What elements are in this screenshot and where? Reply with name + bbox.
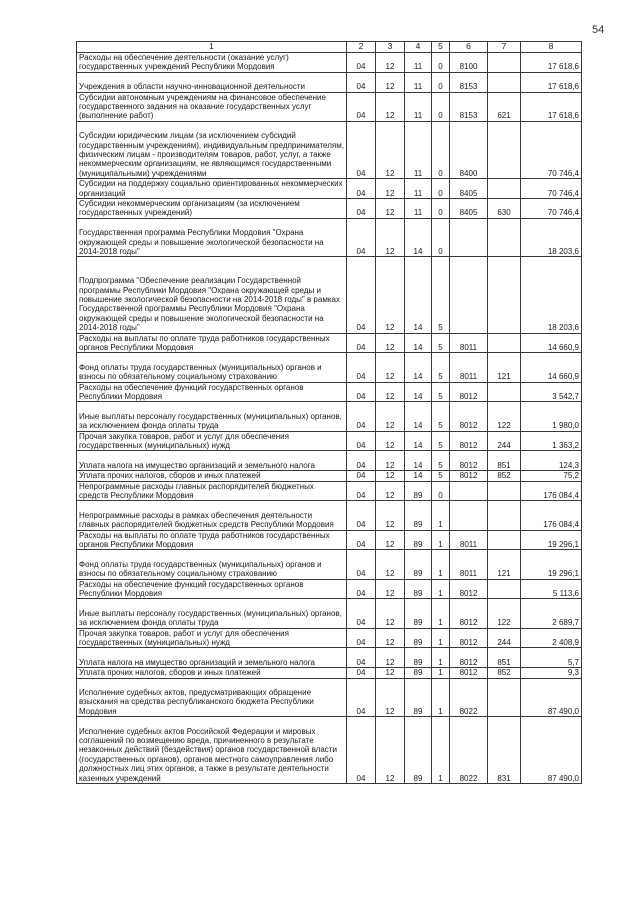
row-subprogram: 0 [432,53,450,73]
row-subsection: 12 [376,402,405,431]
row-direction: 8400 [450,121,488,178]
col-header-6: 6 [450,42,488,53]
row-subprogram: 5 [432,471,450,481]
row-program: 14 [405,382,432,402]
row-expense-type: 852 [488,471,521,481]
col-header-2: 2 [347,42,376,53]
row-amount: 87 490,0 [521,678,582,717]
row-program: 89 [405,550,432,579]
row-subsection: 12 [376,382,405,402]
row-subsection: 12 [376,257,405,333]
row-amount: 70 746,4 [521,121,582,178]
row-expense-type: 121 [488,353,521,382]
row-subprogram: 1 [432,668,450,678]
row-subprogram: 5 [432,353,450,382]
row-expense-type: 851 [488,451,521,471]
row-name: Подпрограмма "Обеспечение реализации Государственной программы Республики Мордовия "Охрана окружающей среды и повышение экологической безопасности на 2014-2018 годы" в рамках Государственной программы Республики Мордовия "Охрана окружающей среды и повышение экологической безопасности на 2014-2018 годы" [77,257,347,333]
row-program: 89 [405,481,432,501]
row-subprogram: 5 [432,257,450,333]
row-subsection: 12 [376,451,405,471]
row-amount: 14 660,9 [521,333,582,353]
row-subsection: 12 [376,668,405,678]
row-expense-type [488,179,521,199]
table-row [77,218,582,257]
row-section: 04 [347,121,376,178]
table-row [77,628,582,648]
row-name: Иные выплаты персоналу государственных (муниципальных) органов, за исключением фонда оплаты труда [77,599,347,628]
row-program: 14 [405,218,432,257]
row-program: 14 [405,402,432,431]
row-subsection: 12 [376,179,405,199]
row-name: Расходы на выплаты по оплате труда работников государственных органов Республики Мордовия [77,333,347,353]
row-section: 04 [347,333,376,353]
row-direction: 8012 [450,451,488,471]
row-subsection: 12 [376,678,405,717]
row-direction: 8012 [450,668,488,678]
row-expense-type [488,481,521,501]
col-header-5: 5 [432,42,450,53]
row-section: 04 [347,72,376,92]
row-section: 04 [347,550,376,579]
row-program: 14 [405,333,432,353]
row-direction [450,257,488,333]
row-section: 04 [347,218,376,257]
row-amount: 17 618,6 [521,92,582,121]
row-expense-type: 852 [488,668,521,678]
row-subprogram: 1 [432,550,450,579]
table-row [77,431,582,451]
row-amount: 70 746,4 [521,199,582,219]
row-name: Прочая закупка товаров, работ и услуг для обеспечения государственных (муниципальных) нужд [77,431,347,451]
row-name: Уплата налога на имущество организаций и земельного налога [77,451,347,471]
row-direction [450,501,488,530]
row-subprogram: 0 [432,179,450,199]
row-direction: 8405 [450,179,488,199]
row-subsection: 12 [376,550,405,579]
row-name: Учреждения в области научно-инновационной деятельности [77,72,347,92]
row-expense-type: 122 [488,402,521,431]
row-direction: 8012 [450,579,488,599]
row-subsection: 12 [376,648,405,668]
row-direction: 8012 [450,471,488,481]
row-expense-type [488,218,521,257]
row-direction: 8012 [450,599,488,628]
row-direction: 8011 [450,530,488,550]
row-direction: 8012 [450,402,488,431]
row-expense-type: 621 [488,92,521,121]
row-expense-type: 244 [488,628,521,648]
row-subprogram: 5 [432,431,450,451]
row-subprogram: 5 [432,451,450,471]
row-amount: 14 660,9 [521,353,582,382]
col-header-3: 3 [376,42,405,53]
row-expense-type: 851 [488,648,521,668]
row-direction: 8022 [450,678,488,717]
row-amount: 17 618,6 [521,72,582,92]
row-section: 04 [347,451,376,471]
row-section: 04 [347,353,376,382]
table-row [77,199,582,219]
row-amount: 9,3 [521,668,582,678]
page-number: 54 [592,24,605,36]
row-amount: 19 296,1 [521,530,582,550]
row-name: Государственная программа Республики Мордовия "Охрана окружающей среды и повышение экологической безопасности на 2014-2018 годы" [77,218,347,257]
row-name: Субсидии автономным учреждениям на финансовое обеспечение государственного задания на оказание государственных услуг (выполнение работ) [77,92,347,121]
row-subprogram: 0 [432,481,450,501]
row-section: 04 [347,579,376,599]
row-direction: 8405 [450,199,488,219]
table-row [77,121,582,178]
row-program: 11 [405,53,432,73]
row-program: 14 [405,471,432,481]
row-program: 89 [405,599,432,628]
row-section: 04 [347,53,376,73]
row-name: Уплата налога на имущество организаций и земельного налога [77,648,347,668]
row-name: Расходы на обеспечение функций государственных органов Республики Мордовия [77,579,347,599]
row-subsection: 12 [376,530,405,550]
row-program: 89 [405,530,432,550]
row-direction: 8012 [450,648,488,668]
row-direction: 8153 [450,92,488,121]
row-section: 04 [347,530,376,550]
row-section: 04 [347,678,376,717]
row-name: Прочая закупка товаров, работ и услуг для обеспечения государственных (муниципальных) нужд [77,628,347,648]
row-program: 11 [405,72,432,92]
table-row [77,678,582,717]
row-subsection: 12 [376,501,405,530]
row-section: 04 [347,481,376,501]
row-section: 04 [347,257,376,333]
table-row [77,53,582,73]
row-program: 14 [405,431,432,451]
row-subsection: 12 [376,353,405,382]
row-name: Расходы на обеспечение функций государственных органов Республики Мордовия [77,382,347,402]
row-expense-type: 121 [488,550,521,579]
row-expense-type [488,501,521,530]
row-name: Субсидии на поддержку социально ориентированных некоммерческих организаций [77,179,347,199]
table-row [77,72,582,92]
table-row [77,402,582,431]
row-program: 89 [405,717,432,784]
table-row [77,353,582,382]
table-row [77,599,582,628]
table-row [77,550,582,579]
row-subprogram: 0 [432,121,450,178]
col-header-4: 4 [405,42,432,53]
row-subsection: 12 [376,628,405,648]
table-row [77,717,582,784]
row-name: Иные выплаты персоналу государственных (муниципальных) органов, за исключением фонда оплаты труда [77,402,347,431]
row-amount: 70 746,4 [521,179,582,199]
row-subprogram: 5 [432,402,450,431]
table-row [77,451,582,471]
row-amount: 1 980,0 [521,402,582,431]
row-amount: 87 490,0 [521,717,582,784]
row-subsection: 12 [376,121,405,178]
row-expense-type: 122 [488,599,521,628]
row-expense-type [488,382,521,402]
table-row [77,648,582,668]
row-section: 04 [347,648,376,668]
col-header-1: 1 [77,42,347,53]
row-amount: 2 689,7 [521,599,582,628]
row-amount: 176 084,4 [521,501,582,530]
row-amount: 176 084,4 [521,481,582,501]
row-amount: 3 542,7 [521,382,582,402]
row-subsection: 12 [376,333,405,353]
row-amount: 124,3 [521,451,582,471]
row-program: 89 [405,579,432,599]
table-row [77,481,582,501]
row-expense-type [488,121,521,178]
row-name: Исполнение судебных актов, предусматривающих обращение взыскания на средства республиканского бюджета Республики Мордовия [77,678,347,717]
row-subprogram: 5 [432,382,450,402]
table-row [77,668,582,678]
row-section: 04 [347,717,376,784]
row-expense-type [488,579,521,599]
row-subprogram: 0 [432,218,450,257]
row-subprogram: 1 [432,648,450,668]
row-subsection: 12 [376,431,405,451]
row-expense-type [488,53,521,73]
row-direction: 8153 [450,72,488,92]
row-section: 04 [347,199,376,219]
table-row [77,333,582,353]
col-header-8: 8 [521,42,582,53]
row-subprogram: 1 [432,530,450,550]
row-expense-type [488,678,521,717]
row-subprogram: 1 [432,579,450,599]
row-expense-type: 831 [488,717,521,784]
row-expense-type [488,72,521,92]
row-program: 11 [405,92,432,121]
row-program: 14 [405,257,432,333]
row-program: 89 [405,628,432,648]
row-amount: 19 296,1 [521,550,582,579]
row-subsection: 12 [376,481,405,501]
row-direction [450,218,488,257]
table-row [77,92,582,121]
row-name: Фонд оплаты труда государственных (муниципальных) органов и взносы по обязательному социальному страхованию [77,353,347,382]
row-name: Непрограммные расходы в рамках обеспечения деятельности главных распорядителей бюджетных средств Республики Мордовия [77,501,347,530]
row-subsection: 12 [376,599,405,628]
row-amount: 2 408,9 [521,628,582,648]
row-program: 89 [405,648,432,668]
table-row [77,471,582,481]
row-direction: 8012 [450,382,488,402]
table-row [77,382,582,402]
row-subsection: 12 [376,471,405,481]
row-subprogram: 1 [432,599,450,628]
row-expense-type: 244 [488,431,521,451]
row-program: 14 [405,451,432,471]
row-name: Непрограммные расходы главных распорядителей бюджетных средств Республики Мордовия [77,481,347,501]
row-program: 89 [405,678,432,717]
budget-table [76,41,582,784]
row-subprogram: 1 [432,501,450,530]
row-expense-type: 630 [488,199,521,219]
row-name: Субсидии юридическим лицам (за исключением субсидий государственным учреждениям), индивидуальным предпринимателям, физическим лицам - производителям товаров, работ, услуг, а также некоммерческим организациям, не являющимся государственными (муниципальными) учреждениями [77,121,347,178]
row-amount: 75,2 [521,471,582,481]
row-direction: 8100 [450,53,488,73]
row-subprogram: 0 [432,72,450,92]
row-section: 04 [347,668,376,678]
row-subsection: 12 [376,579,405,599]
row-program: 11 [405,179,432,199]
row-direction: 8022 [450,717,488,784]
row-expense-type [488,257,521,333]
row-expense-type [488,333,521,353]
row-subsection: 12 [376,72,405,92]
row-program: 89 [405,501,432,530]
row-program: 89 [405,668,432,678]
row-expense-type [488,530,521,550]
row-section: 04 [347,431,376,451]
row-name: Фонд оплаты труда государственных (муниципальных) органов и взносы по обязательному социальному страхованию [77,550,347,579]
row-direction: 8011 [450,333,488,353]
row-section: 04 [347,628,376,648]
row-subprogram: 1 [432,717,450,784]
row-direction: 8012 [450,628,488,648]
row-section: 04 [347,402,376,431]
row-amount: 18 203,6 [521,218,582,257]
row-name: Расходы на выплаты по оплате труда работников государственных органов Республики Мордовия [77,530,347,550]
row-name: Исполнение судебных актов Российской Федерации и мировых соглашений по возмещению вреда, причиненного в результате незаконных действий (бездействия) органов государственной власти (государственных органов), органов местного самоуправления либо должностных лиц этих органов, а также в результате деятельности казенных учреждений [77,717,347,784]
row-subsection: 12 [376,53,405,73]
row-subprogram: 1 [432,628,450,648]
row-subprogram: 0 [432,199,450,219]
row-amount: 5 113,6 [521,579,582,599]
row-subprogram: 0 [432,92,450,121]
row-subprogram: 1 [432,678,450,717]
row-name: Субсидии некоммерческим организациям (за исключением государственных учреждений) [77,199,347,219]
row-subsection: 12 [376,199,405,219]
row-direction: 8011 [450,353,488,382]
row-section: 04 [347,382,376,402]
row-amount: 18 203,6 [521,257,582,333]
row-section: 04 [347,471,376,481]
row-amount: 1 363,2 [521,431,582,451]
col-header-7: 7 [488,42,521,53]
row-direction: 8012 [450,431,488,451]
table-body [77,53,582,784]
row-direction: 8011 [450,550,488,579]
row-program: 11 [405,199,432,219]
header-row [77,42,582,53]
row-amount: 17 618,6 [521,53,582,73]
row-subsection: 12 [376,92,405,121]
row-subsection: 12 [376,218,405,257]
table-row [77,179,582,199]
row-direction [450,481,488,501]
table-row [77,257,582,333]
row-section: 04 [347,501,376,530]
table-row [77,530,582,550]
table-row [77,579,582,599]
row-section: 04 [347,179,376,199]
row-program: 11 [405,121,432,178]
row-subsection: 12 [376,717,405,784]
row-subprogram: 5 [432,333,450,353]
row-name: Уплата прочих налогов, сборов и иных платежей [77,471,347,481]
row-section: 04 [347,599,376,628]
row-name: Уплата прочих налогов, сборов и иных платежей [77,668,347,678]
row-section: 04 [347,92,376,121]
row-name: Расходы на обеспечение деятельности (оказание услуг) государственных учреждений Республики Мордовия [77,53,347,73]
row-amount: 5,7 [521,648,582,668]
table-row [77,501,582,530]
row-program: 14 [405,353,432,382]
